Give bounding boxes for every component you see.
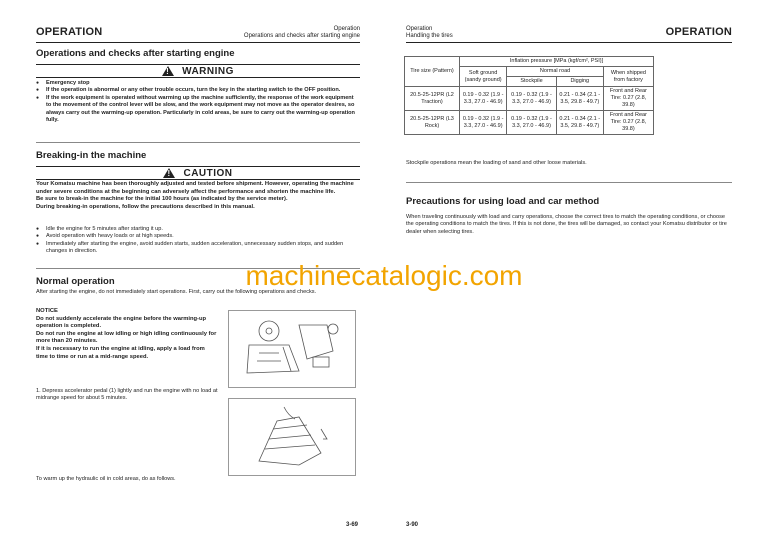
section-title-after-start: Operations and checks after starting engine	[36, 48, 235, 59]
cell-size: 20.5-25-12PR (L2 Traction)	[405, 87, 460, 111]
right-header-sub2: Handling the tires	[406, 33, 453, 39]
cell-digging: 0.21 - 0.34 (2.1 - 3.5, 29.8 - 49.7)	[556, 87, 603, 111]
warning-triangle-icon	[162, 66, 174, 76]
right-header-title: OPERATION	[665, 26, 732, 38]
th-stockpile: Stockpile	[507, 77, 556, 87]
left-header-sub1: Operation	[333, 26, 360, 32]
left-header-rule	[36, 42, 360, 43]
cell-soft: 0.19 - 0.32 (1.9 - 3.3, 27.0 - 46.9)	[460, 87, 507, 111]
warmup-text: To warm up the hydraulic oil in cold areas, do as follows.	[36, 476, 176, 482]
table-row	[405, 87, 654, 111]
notice-label: NOTICE	[36, 308, 58, 314]
warning-item: ● If the operation is abnormal or any other trouble occurs, turn the key in the starting switch to the OFF position.	[36, 87, 360, 94]
section-title-load-carry: Precautions for using load and car method	[406, 196, 600, 207]
pedal-illustration-icon	[229, 399, 355, 475]
right-header-sub1: Operation	[406, 26, 433, 32]
th-shipped: When shipped from factory	[603, 67, 653, 87]
cell-size: 20.5-25-12PR (L3 Rock)	[405, 111, 460, 135]
th-pressure: Inflation pressure [MPa (kgf/cm², PSI)]	[460, 57, 654, 67]
th-soft: Soft ground (sandy ground)	[460, 67, 507, 87]
divider	[36, 142, 360, 143]
th-size: Tire size (Pattern)	[405, 57, 460, 87]
section-title-normal: Normal operation	[36, 276, 115, 287]
accelerator-pedal-figure	[228, 398, 356, 476]
divider	[406, 182, 732, 183]
breakin-list	[36, 226, 360, 256]
cab-illustration-icon	[229, 311, 355, 387]
cell-stockpile: 0.19 - 0.32 (1.9 - 3.3, 27.0 - 46.9)	[507, 111, 556, 135]
right-header-breadcrumb	[406, 26, 453, 40]
caution-text	[36, 181, 360, 211]
left-header-title: OPERATION	[36, 26, 103, 38]
caution-text-2: Be sure to break-in the machine for the initial 100 hours (as indicated by the service meter).	[36, 196, 288, 203]
notice-text-2: Do not run the engine at low idling or high idling continuously for more than 20 minutes.	[36, 330, 217, 345]
table-row	[405, 111, 654, 135]
breakin-item: ● Immediately after starting the engine, avoid sudden starts, sudden acceleration, unnecessary sudden stops, and sudden changes in direction.	[36, 241, 360, 256]
right-header-rule	[406, 42, 732, 43]
cell-soft: 0.19 - 0.32 (1.9 - 3.3, 27.0 - 46.9)	[460, 111, 507, 135]
caution-label: CAUTION	[183, 167, 233, 179]
watermark-text: machinecatalogic.com	[245, 260, 523, 291]
breakin-item: ● Idle the engine for 5 minutes after starting it up.	[36, 226, 360, 233]
left-page-number: 3-69	[346, 522, 359, 528]
caution-triangle-icon	[163, 168, 175, 178]
notice-text-1: Do not suddenly accelerate the engine before the warming-up operation is completed.	[36, 315, 207, 330]
right-page-number: 3-90	[406, 522, 419, 528]
section-title-breakin: Breaking-in the machine	[36, 150, 147, 161]
precaution-text: When traveling continuously with load and carry operations, choose the correct tires to match the operating conditions, or choose the operating conditions to match the tires. If this is not done, the tires will be damaged, so contact your Komatsu distributor or tire dealer when selecting tires.	[406, 214, 727, 235]
notice-text-3: If it is necessary to run the engine at idling, apply a load from time to time or run at a mid-range speed.	[36, 345, 205, 360]
caution-banner	[36, 166, 360, 180]
stockpile-note: Stockpile operations mean the loading of sand and other loose materials.	[406, 160, 587, 166]
notice-block	[36, 308, 218, 361]
warning-item: ● If the work equipment is operated without warming up the machine sufficiently, the response of the work equipment to the movement of the control lever will be slow, and the work equipment may not move as the operator desires, so always carry out the warming-up operation. Particularly in cold areas, be sure to carry out the warming-up operation fully.	[36, 95, 360, 125]
left-header-breadcrumb	[244, 26, 360, 40]
th-normal: Normal road	[507, 67, 604, 77]
th-digging: Digging	[556, 77, 603, 87]
normal-operation-text: After starting the engine, do not immediately start operations. First, carry out the following operations and checks.	[36, 289, 317, 295]
caution-text-3: During breaking-in operations, follow the precautions described in this manual.	[36, 203, 255, 210]
step-1-text: 1. Depress accelerator pedal (1) lightly and run the engine with no load at midrange speed for about 5 minutes.	[36, 388, 218, 402]
cell-stockpile: 0.19 - 0.32 (1.9 - 3.3, 27.0 - 46.9)	[507, 87, 556, 111]
warning-item: ● Emergency stop	[36, 80, 360, 87]
cell-digging: 0.21 - 0.34 (2.1 - 3.5, 29.8 - 49.7)	[556, 111, 603, 135]
cell-shipped: Front and Rear Tire: 0.27 (2.8, 39.8)	[603, 87, 653, 111]
cell-shipped: Front and Rear Tire: 0.27 (2.8, 39.8)	[603, 111, 653, 135]
warning-list	[36, 80, 360, 124]
warning-banner	[36, 64, 360, 78]
caution-text-1: Your Komatsu machine has been thoroughly adjusted and tested before shipment. However, operating the machine under severe conditions at the beginning can adversely affect the performance and shorten the machine life.	[36, 181, 354, 195]
warning-label: WARNING	[182, 65, 234, 77]
breakin-item: ● Avoid operation with heavy loads or at high speeds.	[36, 233, 360, 240]
engine-cab-figure	[228, 310, 356, 388]
left-header-sub2: Operations and checks after starting engine	[243, 33, 360, 39]
tire-pressure-table	[404, 56, 654, 135]
